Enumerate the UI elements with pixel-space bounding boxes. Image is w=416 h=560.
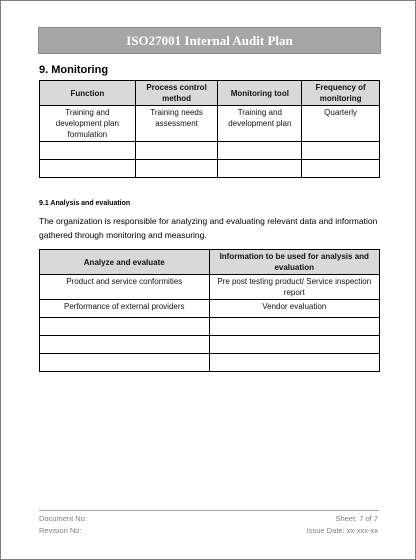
table-row bbox=[40, 354, 380, 372]
header-frequency: Frequency of monitoring bbox=[302, 81, 380, 106]
page-title: ISO27001 Internal Audit Plan bbox=[126, 32, 293, 48]
table-cell: Product and service conformities bbox=[40, 275, 210, 300]
revision-no: Revision No: bbox=[39, 526, 82, 535]
table-cell: Training and development plan bbox=[218, 106, 302, 142]
sheet-number: Sheet: 7 of 7 bbox=[335, 514, 378, 523]
table-cell: Training needs assessment bbox=[135, 106, 218, 142]
header-information-used: Information to be used for analysis and evaluation bbox=[209, 250, 380, 275]
title-bar bbox=[38, 27, 381, 54]
table-cell bbox=[40, 336, 210, 354]
table-cell bbox=[40, 160, 136, 178]
table-cell: Training and development plan formulation bbox=[40, 106, 136, 142]
table-row bbox=[40, 160, 380, 178]
table-cell bbox=[302, 160, 380, 178]
monitoring-table bbox=[39, 80, 380, 178]
table-cell: Performance of external providers bbox=[40, 300, 210, 318]
table-cell bbox=[40, 354, 210, 372]
monitoring-heading: 9. Monitoring bbox=[39, 64, 109, 76]
table-cell bbox=[218, 160, 302, 178]
table-cell bbox=[40, 318, 210, 336]
table-cell bbox=[209, 336, 380, 354]
document-no: Document No: bbox=[39, 514, 87, 523]
analysis-paragraph: The organization is responsible for analyzing and evaluating relevant data and information gathered through monitoring and measuring. bbox=[39, 216, 378, 240]
header-analyze-evaluate: Analyze and evaluate bbox=[40, 250, 210, 275]
table-header-row bbox=[40, 250, 380, 275]
table-cell bbox=[209, 318, 380, 336]
table-cell: Quarterly bbox=[302, 106, 380, 142]
header-process-control-method: Process control method bbox=[135, 81, 218, 106]
table-cell bbox=[218, 142, 302, 160]
table-row bbox=[40, 336, 380, 354]
table-row bbox=[40, 275, 380, 300]
table-cell bbox=[135, 142, 218, 160]
table-cell: Vendor evaluation bbox=[209, 300, 380, 318]
table-row bbox=[40, 318, 380, 336]
table-header-row bbox=[40, 81, 380, 106]
table-cell bbox=[40, 142, 136, 160]
header-monitoring-tool: Monitoring tool bbox=[218, 81, 302, 106]
table-cell bbox=[135, 160, 218, 178]
table-row bbox=[40, 142, 380, 160]
footer-divider bbox=[39, 510, 379, 511]
table-cell: Pre post testing product/ Service inspection report bbox=[209, 275, 380, 300]
table-row bbox=[40, 106, 380, 142]
table-cell bbox=[302, 142, 380, 160]
table-row bbox=[40, 300, 380, 318]
table-cell bbox=[209, 354, 380, 372]
header-function: Function bbox=[40, 81, 136, 106]
analysis-table bbox=[39, 249, 380, 372]
issue-date: Issue Date: xx-xxx-xx bbox=[306, 526, 378, 535]
analysis-heading: 9.1 Analysis and evaluation bbox=[39, 200, 131, 207]
